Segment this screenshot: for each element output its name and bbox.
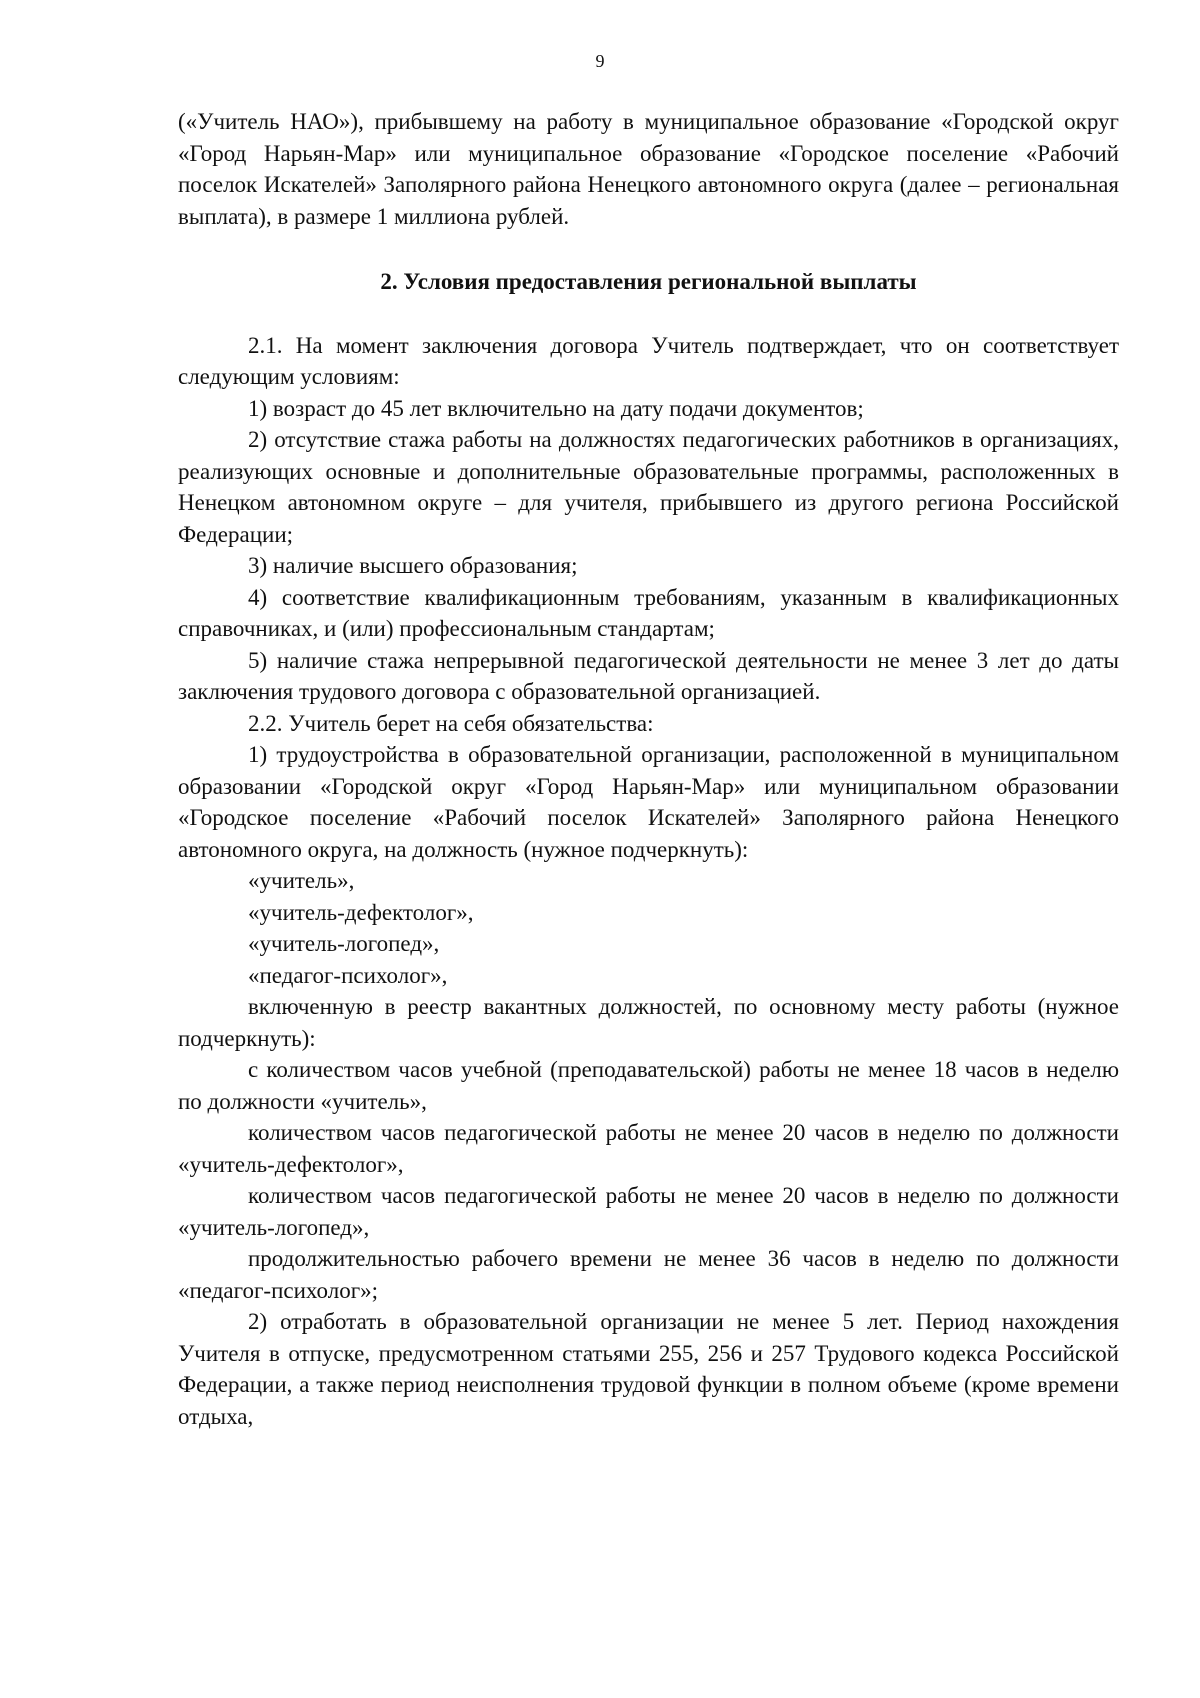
condition-4: 4) соответствие квалификационным требованиям, указанным в квалификационных справочниках, и (или) профессиональным стандартам; bbox=[178, 584, 1119, 641]
workload-psychologist: продолжительностью рабочего времени не менее 36 часов в неделю по должности «педагог-психолог»; bbox=[178, 1246, 1119, 1303]
workload-teacher: с количеством часов учебной (преподавательской) работы не менее 18 часов в неделю по должности «учитель», bbox=[178, 1057, 1119, 1114]
section-heading: 2. Условия предоставления региональной выплаты bbox=[380, 269, 917, 294]
intro-paragraph: («Учитель НАО»), прибывшему на работу в муниципальное образование «Городской округ «Город Нарьян-Мар» или муниципальное образование «Городское поселение «Рабочий поселок Искателей» Заполярного района Ненецкого автономного округа (далее – региональная выплата), в размере 1 миллиона рублей. bbox=[178, 109, 1119, 229]
workload-defectologist: количеством часов педагогической работы не менее 20 часов в неделю по должности «учитель-дефектолог», bbox=[178, 1120, 1119, 1177]
workload-speech-therapist: количеством часов педагогической работы не менее 20 часов в неделю по должности «учитель-логопед», bbox=[178, 1183, 1119, 1240]
condition-2: 2) отсутствие стажа работы на должностях педагогических работников в организациях, реализующих основные и дополнительные образовательные программы, расположенных в Ненецком автономном округе – для учителя, прибывшего из другого региона Российской Федерации; bbox=[178, 427, 1119, 547]
position-teacher: «учитель», bbox=[248, 868, 355, 893]
obligation-2: 2) отработать в образовательной организации не менее 5 лет. Период нахождения Учителя в отпуске, предусмотренном статьями 255, 256 и 257 Трудового кодекса Российской Федерации, а также период неисполнения трудовой функции в полном объеме (кроме времени отдыха, bbox=[178, 1309, 1119, 1429]
page-number: 9 bbox=[595, 51, 605, 71]
position-defectologist: «учитель-дефектолог», bbox=[248, 899, 474, 925]
condition-1: 1) возраст до 45 лет включительно на дату подачи документов; bbox=[248, 395, 864, 421]
registry-clause: включенную в реестр вакантных должностей, по основному месту работы (нужное подчеркнуть): bbox=[178, 994, 1119, 1051]
clause-2-1: 2.1. На момент заключения договора Учитель подтверждает, что он соответствует следующим условиям: bbox=[178, 332, 1119, 389]
position-speech-therapist: «учитель-логопед», bbox=[248, 931, 440, 956]
condition-5: 5) наличие стажа непрерывной педагогической деятельности не менее 3 лет до даты заключения трудового договора с образовательной организацией. bbox=[178, 647, 1119, 704]
document-body bbox=[178, 106, 1119, 1432]
clause-2-2: 2.2. Учитель берет на себя обязательства: bbox=[248, 710, 654, 736]
obligation-1: 1) трудоустройства в образовательной организации, расположенной в муниципальном образовании «Городской округ «Город Нарьян-Мар» или муниципальном образовании «Городское поселение «Рабочий поселок Искателей» Заполярного района Ненецкого автономного округа, на должность (нужное подчеркнуть): bbox=[178, 742, 1119, 862]
position-psychologist: «педагог-психолог», bbox=[248, 962, 448, 988]
condition-3: 3) наличие высшего образования; bbox=[248, 553, 578, 578]
